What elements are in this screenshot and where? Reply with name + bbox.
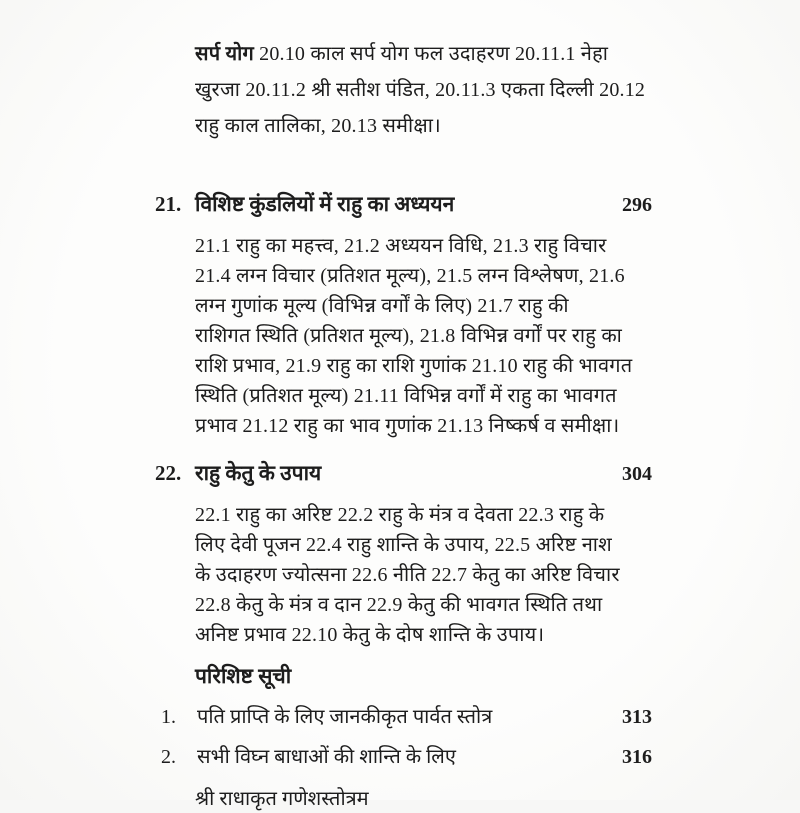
chapter-entry-21 [155,190,652,441]
chapter-description [195,500,652,650]
chapter-title: राहु केतु के उपाय [195,461,322,485]
chapter-heading [155,190,652,219]
description-line: 21.1 राहु का महत्त्व, 21.2 अध्ययन विधि, 21.3 राहु विचार [195,235,607,257]
chapter-page-number: 304 [622,463,652,485]
chapter-description [195,231,652,441]
chapter-page-number: 296 [622,194,652,216]
description-line: 22.8 केतु के मंत्र व दान 22.9 केतु की भावगत स्थिति तथा [195,594,603,616]
description-line: के उदाहरण ज्योत्सना 22.6 नीति 22.7 केतु का अरिष्ट विचार [195,564,620,586]
chapter-title: विशिष्ट कुंडलियों में राहु का अध्ययन [195,192,455,216]
intro-line-text: 20.10 काल सर्प योग फल उदाहरण 20.11.1 नेहा [259,43,609,65]
description-line: लग्न गुणांक मूल्य (विभिन्न वर्गों के लिए) 21.7 राहु की [195,295,569,317]
appendix-heading: परिशिष्ट सूची [195,664,292,688]
chapter-number: 21. [155,192,182,216]
description-line: राशिगत स्थिति (प्रतिशत मूल्य), 21.8 विभिन्न वर्गों पर राहु का [195,325,623,347]
intro-bold-lead: सर्प योग [195,43,254,65]
toc-intro-paragraph [195,36,652,144]
appendix-footer-line: श्री राधाकृत गणेशस्तोत्रम [195,788,369,810]
appendix-item-number: 2. [161,746,176,768]
description-line: लिए देवी पूजन 22.4 राहु शान्ति के उपाय, 22.5 अरिष्ट नाश [195,534,612,556]
appendix-item-page: 316 [622,746,652,768]
chapter-heading [155,459,652,488]
appendix-section [155,660,652,813]
chapter-entry-22 [155,459,652,650]
appendix-item-page: 313 [622,706,652,728]
description-line: अनिष्ट प्रभाव 22.10 केतु के दोष शान्ति के उपाय। [195,624,545,646]
appendix-item-title: सभी विघ्न बाधाओं की शान्ति के लिए [197,746,456,768]
intro-line: राहु काल तालिका, 20.13 समीक्षा। [195,115,441,137]
appendix-item-title: पति प्राप्ति के लिए जानकीकृत पार्वत स्तोत्र [197,706,493,728]
description-line: राशि प्रभाव, 21.9 राहु का राशि गुणांक 21.10 राहु की भावगत [195,355,633,377]
intro-line [195,36,652,72]
chapter-number: 22. [155,461,182,485]
description-line: 21.4 लग्न विचार (प्रतिशत मूल्य), 21.5 लग्न विश्लेषण, 21.6 [195,265,625,287]
appendix-item [155,703,652,732]
description-line: स्थिति (प्रतिशत मूल्य) 21.11 विभिन्न वर्गों में राहु का भावगत [195,385,617,407]
description-line: प्रभाव 21.12 राहु का भाव गुणांक 21.13 निष्कर्ष व समीक्षा। [195,415,620,437]
description-line: 22.1 राहु का अरिष्ट 22.2 राहु के मंत्र व देवता 22.3 राहु के [195,504,605,526]
intro-line: खुरजा 20.11.2 श्री सतीश पंडित, 20.11.3 एकता दिल्ली 20.12 [195,79,646,101]
appendix-item [155,743,652,772]
appendix-item-number: 1. [161,706,176,728]
